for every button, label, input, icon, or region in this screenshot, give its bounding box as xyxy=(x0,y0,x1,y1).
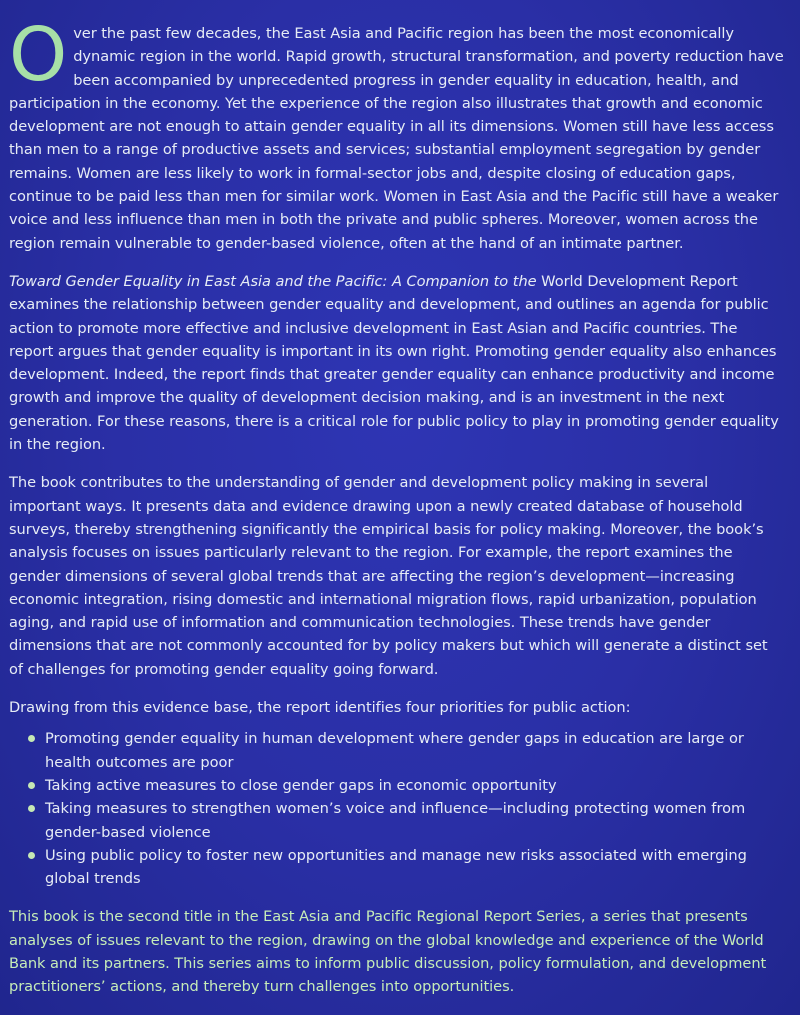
list-item-text: Taking measures to strengthen women’s voice and influence—including protecting women from gender-based violence xyxy=(45,800,746,841)
book-title-roman: World Development Report xyxy=(536,272,738,290)
list-item xyxy=(9,797,784,844)
bullet-icon xyxy=(28,805,35,812)
list-item xyxy=(9,727,784,774)
priorities-intro: Drawing from this evidence base, the report identifies four priorities for public action: xyxy=(9,699,631,717)
drop-cap: O xyxy=(9,12,68,98)
series-paragraph: This book is the second title in the East Asia and Pacific Regional Report Series, a series that presents analyses of issues relevant to the region, drawing on the global knowledge and experience of the World Bank and its partners. This series aims to inform public discussion, policy formulation, and development practitioners’ actions, and thereby turn challenges into opportunities. xyxy=(9,908,767,996)
list-item-text: Taking active measures to close gender gaps in economic opportunity xyxy=(45,776,557,794)
list-item xyxy=(9,774,784,797)
contribution-paragraph: The book contributes to the understanding of gender and development policy making in several important ways. It presents data and evidence drawing upon a newly created database of household surveys, thereby strengthening significantly the empirical basis for policy making. Moreover, the book’s analysis focuses on issues particularly relevant to the region. For example, the report examines the gender dimensions of several global trends that are affecting the region’s development—increasing economic integration, rising domestic and international migration flows, rapid urbanization, population aging, and rapid use of information and communication technologies. These trends have gender dimensions that are not commonly accounted for by policy makers but which will generate a distinct set of challenges for promoting gender equality going forward. xyxy=(9,474,768,678)
bullet-icon xyxy=(28,852,35,859)
list-item-text: Promoting gender equality in human development where gender gaps in education are large or health outcomes are poor xyxy=(45,730,744,771)
list-item xyxy=(9,844,784,891)
book-description-paragraph xyxy=(9,270,784,456)
book-title-italic: Toward Gender Equality in East Asia and the Pacific: A Companion to the xyxy=(9,272,537,290)
priorities-list xyxy=(9,727,784,890)
intro-paragraph xyxy=(9,12,784,255)
book-description-text: examines the relationship between gender equality and development, and outlines an agenda for public action to promote more effective and inclusive development in East Asian and Pacific countries. The report argues that gender equality is important in its own right. Promoting gender equality also enhances development. Indeed, the report finds that greater gender equality can enhance productivity and income growth and improve the quality of development decision making, and is an investment in the next generation. For these reasons, there is a critical role for public policy to play in promoting gender equality in the region. xyxy=(9,296,779,454)
list-item-text: Using public policy to foster new opportunities and manage new risks associated with emerging global trends xyxy=(45,846,747,888)
intro-paragraph-text: ver the past few decades, the East Asia and Pacific region has been the most economically dynamic region in the world. Rapid growth, structural transformation, and poverty reduction have been accompanied by unprecedented progress in gender equality in education, health, and participation in the economy. Yet the experience of the region also illustrates that growth and economic development are not enough to attain gender equality in all its dimensions. Women still have less access than men to a range of productive assets and services; substantial employment segregation by gender remains. Women are less likely to work in formal-sector jobs and, despite closing of education gaps, continue to be paid less than men for similar work. Women in East Asia and the Pacific still have a weaker voice and less influence than men in both the private and public spheres. Moreover, women across the region remain vulnerable to gender-based violence, often at the hand of an intimate partner. xyxy=(9,25,784,252)
bullet-icon xyxy=(28,735,35,742)
bullet-icon xyxy=(28,782,35,789)
